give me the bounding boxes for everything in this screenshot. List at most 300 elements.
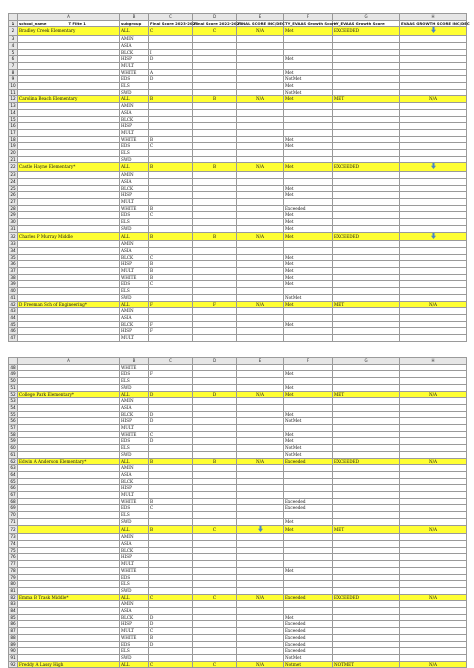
cell-final-inc[interactable] [237,567,284,574]
row-number[interactable]: 65 [10,478,16,484]
cell-school-name[interactable] [18,465,120,472]
cell-final-2024[interactable] [149,512,193,519]
row-number[interactable]: 22 [9,163,18,172]
cell-ly-growth[interactable]: EXCEEDED [333,232,400,241]
cell-growth-inc[interactable] [400,241,467,248]
column-header[interactable]: D [193,14,237,21]
cell-final-inc[interactable] [237,143,284,150]
cell-final-inc[interactable] [237,628,284,635]
cell-growth-inc[interactable] [400,567,467,574]
cell-subgroup[interactable]: ASIA [120,247,149,254]
cell-growth-inc[interactable] [400,641,467,648]
cell-school-name[interactable] [18,281,120,288]
select-all-corner[interactable] [9,14,18,21]
cell-final-2023[interactable] [193,281,237,288]
cell-final-2023[interactable]: B [193,96,237,103]
cell-final-2023[interactable] [193,198,237,205]
cell-final-2024[interactable]: D [149,411,193,418]
cell-final-2023[interactable] [193,641,237,648]
cell-growth-inc[interactable] [400,411,467,418]
cell-growth-inc[interactable] [400,261,467,268]
cell-final-2024[interactable]: B [149,232,193,241]
cell-final-inc[interactable] [237,601,284,608]
cell-final-inc[interactable] [237,485,284,492]
cell-school-name[interactable] [18,116,120,123]
cell-subgroup[interactable]: EDS [120,76,149,83]
row-number[interactable]: 68 [10,498,16,504]
cell-growth-inc[interactable] [400,384,467,391]
cell-growth-score[interactable] [284,465,333,472]
cell-growth-inc[interactable] [400,418,467,425]
cell-final-2024[interactable] [149,62,193,69]
row-number[interactable]: 54 [10,404,16,410]
cell-final-2023[interactable] [193,608,237,615]
cell-subgroup[interactable]: AMIN [120,398,149,405]
column-header[interactable]: B [120,358,149,365]
cell-final-2024[interactable] [149,554,193,561]
row-number[interactable]: 29 [10,212,16,218]
cell-final-2024[interactable] [149,492,193,499]
cell-final-inc[interactable]: N/A [237,661,284,668]
cell-school-name[interactable]: Carolina Beach Elementary [18,96,120,103]
row-number[interactable]: 79 [10,574,16,580]
cell-final-2024[interactable]: B [149,274,193,281]
cell-final-inc[interactable] [237,648,284,655]
cell-final-2024[interactable] [149,581,193,588]
cell-growth-score[interactable] [284,608,333,615]
cell-final-inc[interactable] [237,384,284,391]
cell-school-name[interactable] [18,554,120,561]
cell-growth-inc[interactable]: N/A [400,96,467,103]
cell-final-2023[interactable] [193,364,237,371]
cell-ly-growth[interactable] [333,431,400,438]
cell-final-2023[interactable] [193,492,237,499]
cell-final-2024[interactable] [149,608,193,615]
cell-growth-score[interactable]: Met [284,219,333,226]
cell-final-2023[interactable] [193,498,237,505]
cell-growth-inc[interactable] [400,654,467,661]
cell-final-inc[interactable] [237,534,284,541]
cell-ly-growth[interactable] [333,567,400,574]
cell-final-2024[interactable]: F [149,328,193,335]
cell-final-inc[interactable] [237,445,284,452]
cell-final-inc[interactable] [237,378,284,385]
cell-school-name[interactable] [18,172,120,179]
cell-school-name[interactable]: Charles P Murray Middle [18,232,120,241]
row-number[interactable]: 69 [10,505,16,511]
cell-growth-inc[interactable] [400,129,467,136]
cell-subgroup[interactable]: ELS [120,581,149,588]
column-header[interactable]: F [284,358,333,365]
cell-final-inc[interactable] [237,328,284,335]
cell-growth-score[interactable] [284,471,333,478]
cell-ly-growth[interactable] [333,438,400,445]
cell-final-inc[interactable] [237,540,284,547]
cell-final-inc[interactable] [237,42,284,49]
cell-ly-growth[interactable] [333,172,400,179]
cell-final-2024[interactable] [149,601,193,608]
cell-growth-score[interactable] [284,123,333,130]
cell-growth-score[interactable]: Exceeded [284,205,333,212]
cell-growth-inc[interactable] [400,163,467,172]
cell-subgroup[interactable]: MULT [120,492,149,499]
cell-growth-inc[interactable] [400,76,467,83]
cell-ly-growth[interactable] [333,587,400,594]
cell-ly-growth[interactable] [333,335,400,342]
column-header[interactable]: G [333,14,400,21]
cell-school-name[interactable] [18,621,120,628]
cell-school-name[interactable]: Freddy A Lassy High [18,661,120,668]
cell-final-inc[interactable] [237,150,284,157]
cell-school-name[interactable] [18,471,120,478]
row-number[interactable]: 30 [10,219,16,225]
row-number[interactable]: 91 [10,654,16,660]
cell-ly-growth[interactable] [333,534,400,541]
cell-final-inc[interactable] [237,471,284,478]
cell-growth-inc[interactable] [400,634,467,641]
cell-final-inc[interactable] [237,76,284,83]
cell-growth-inc[interactable] [400,561,467,568]
cell-school-name[interactable] [18,498,120,505]
cell-school-name[interactable] [18,608,120,615]
cell-growth-score[interactable] [284,247,333,254]
cell-final-2024[interactable]: C [149,27,193,36]
cell-subgroup[interactable]: MULT [120,335,149,342]
cell-final-inc[interactable] [237,212,284,219]
cell-ly-growth[interactable] [333,518,400,525]
cell-final-2024[interactable] [149,404,193,411]
cell-growth-score[interactable]: Met [284,301,333,308]
row-number[interactable]: 42 [10,301,16,307]
cell-school-name[interactable] [18,83,120,90]
cell-school-name[interactable] [18,654,120,661]
cell-ly-growth[interactable]: EXCEEDED [333,27,400,36]
cell-final-2023[interactable] [193,567,237,574]
cell-subgroup[interactable]: SWD [120,225,149,232]
cell-growth-inc[interactable] [400,378,467,385]
cell-final-inc[interactable] [237,321,284,328]
cell-final-2024[interactable] [149,561,193,568]
cell-growth-inc[interactable] [400,471,467,478]
cell-growth-score[interactable]: Met [284,431,333,438]
cell-final-2023[interactable] [193,505,237,512]
cell-growth-score[interactable]: Exceeded [284,628,333,635]
cell-final-2023[interactable] [193,601,237,608]
cell-final-inc[interactable] [237,498,284,505]
cell-final-2023[interactable] [193,581,237,588]
cell-growth-score[interactable]: Met [284,261,333,268]
cell-final-inc[interactable] [237,62,284,69]
cell-final-inc[interactable] [237,261,284,268]
cell-final-2024[interactable]: C [149,505,193,512]
row-number[interactable]: 83 [10,601,16,607]
cell-growth-inc[interactable] [400,540,467,547]
cell-final-2024[interactable] [149,547,193,554]
cell-final-2023[interactable] [193,49,237,56]
cell-subgroup[interactable]: ALL [120,525,149,534]
row-number[interactable]: 66 [10,485,16,491]
column-header[interactable]: H [400,14,467,21]
cell-final-2024[interactable]: D [149,56,193,63]
cell-final-inc[interactable] [237,614,284,621]
cell-final-2024[interactable]: C [149,143,193,150]
cell-school-name[interactable] [18,205,120,212]
cell-subgroup[interactable]: MULT [120,425,149,432]
cell-subgroup[interactable]: EDS [120,143,149,150]
cell-subgroup[interactable]: ELS [120,219,149,226]
row-number[interactable]: 46 [10,328,16,334]
cell-school-name[interactable] [18,567,120,574]
cell-subgroup[interactable]: WHITE [120,634,149,641]
cell-growth-score[interactable]: Met [284,567,333,574]
cell-final-2024[interactable] [149,314,193,321]
cell-final-2023[interactable] [193,418,237,425]
cell-school-name[interactable] [18,185,120,192]
cell-growth-inc[interactable] [400,212,467,219]
cell-growth-inc[interactable] [400,143,467,150]
cell-final-inc[interactable]: N/A [237,163,284,172]
cell-subgroup[interactable]: EDS [120,438,149,445]
cell-growth-inc[interactable] [400,425,467,432]
cell-ly-growth[interactable] [333,49,400,56]
cell-growth-inc[interactable] [400,505,467,512]
cell-final-inc[interactable] [237,205,284,212]
cell-growth-score[interactable]: Met [284,83,333,90]
cell-subgroup[interactable]: SWD [120,384,149,391]
cell-final-2024[interactable] [149,89,193,96]
cell-final-2023[interactable] [193,512,237,519]
cell-ly-growth[interactable] [333,83,400,90]
cell-school-name[interactable] [18,136,120,143]
cell-ly-growth[interactable] [333,485,400,492]
cell-growth-inc[interactable] [400,465,467,472]
cell-growth-score[interactable]: NotMet [284,294,333,301]
cell-school-name[interactable] [18,212,120,219]
column-header[interactable]: G [333,358,400,365]
cell-growth-inc[interactable] [400,451,467,458]
cell-growth-score[interactable] [284,404,333,411]
row-number[interactable]: 20 [10,150,16,156]
row-number[interactable]: 2 [9,27,18,36]
cell-growth-inc[interactable] [400,614,467,621]
cell-school-name[interactable] [18,384,120,391]
cell-ly-growth[interactable] [333,241,400,248]
cell-final-inc[interactable] [237,492,284,499]
row-number[interactable]: 15 [10,116,16,122]
cell-ly-growth[interactable] [333,641,400,648]
cell-school-name[interactable] [18,76,120,83]
cell-final-2023[interactable] [193,150,237,157]
cell-growth-score[interactable]: Met [284,212,333,219]
cell-final-inc[interactable] [237,398,284,405]
cell-final-2024[interactable] [149,109,193,116]
cell-ly-growth[interactable] [333,261,400,268]
cell-final-2023[interactable] [193,404,237,411]
cell-final-2024[interactable] [149,225,193,232]
row-number[interactable]: 25 [10,185,16,191]
cell-growth-inc[interactable] [400,288,467,295]
cell-final-2023[interactable] [193,241,237,248]
cell-final-2023[interactable] [193,648,237,655]
cell-school-name[interactable] [18,129,120,136]
cell-ly-growth[interactable] [333,225,400,232]
cell-school-name[interactable] [18,614,120,621]
cell-school-name[interactable] [18,364,120,371]
cell-subgroup[interactable]: ALL [120,163,149,172]
cell-final-2023[interactable]: C [193,27,237,36]
cell-final-2024[interactable]: D [149,621,193,628]
column-header[interactable]: C [149,14,193,21]
cell-final-2024[interactable] [149,378,193,385]
cell-school-name[interactable] [18,192,120,199]
cell-school-name[interactable] [18,288,120,295]
cell-ly-growth[interactable] [333,288,400,295]
column-header[interactable]: D [193,358,237,365]
cell-growth-inc[interactable] [400,621,467,628]
cell-school-name[interactable]: Edwin A Anderson Elementary* [18,458,120,465]
cell-growth-score[interactable]: Met [284,274,333,281]
cell-final-2024[interactable]: B [149,261,193,268]
cell-final-2024[interactable] [149,654,193,661]
cell-school-name[interactable] [18,561,120,568]
cell-growth-inc[interactable] [400,608,467,615]
cell-ly-growth[interactable] [333,328,400,335]
row-number[interactable]: 63 [10,465,16,471]
row-number[interactable]: 52 [10,391,16,397]
cell-subgroup[interactable]: ASIA [120,540,149,547]
cell-growth-inc[interactable] [400,587,467,594]
cell-final-2023[interactable] [193,518,237,525]
row-number[interactable]: 60 [10,445,16,451]
cell-final-2023[interactable]: D [193,391,237,398]
cell-final-inc[interactable] [237,411,284,418]
cell-school-name[interactable] [18,540,120,547]
cell-final-2023[interactable] [193,574,237,581]
cell-ly-growth[interactable] [333,294,400,301]
cell-final-2023[interactable] [193,554,237,561]
row-number[interactable]: 72 [9,525,18,534]
cell-final-2024[interactable] [149,574,193,581]
cell-final-2024[interactable]: C [149,661,193,668]
cell-school-name[interactable] [18,156,120,163]
cell-growth-inc[interactable] [400,498,467,505]
cell-ly-growth[interactable] [333,378,400,385]
cell-growth-inc[interactable] [400,478,467,485]
cell-growth-inc[interactable] [400,185,467,192]
cell-school-name[interactable] [18,574,120,581]
cell-final-2024[interactable] [149,178,193,185]
cell-subgroup[interactable]: MULT [120,62,149,69]
cell-final-2023[interactable] [193,116,237,123]
cell-ly-growth[interactable]: MET [333,96,400,103]
row-number[interactable]: 80 [10,581,16,587]
cell-final-2024[interactable] [149,384,193,391]
cell-growth-score[interactable]: Met [284,391,333,398]
cell-final-2023[interactable] [193,225,237,232]
cell-ly-growth[interactable] [333,628,400,635]
cell-subgroup[interactable]: HISP [120,328,149,335]
cell-ly-growth[interactable] [333,156,400,163]
cell-growth-inc[interactable] [400,364,467,371]
cell-school-name[interactable] [18,411,120,418]
cell-ly-growth[interactable] [333,425,400,432]
cell-growth-score[interactable]: NotMet [284,445,333,452]
cell-growth-inc[interactable] [400,62,467,69]
cell-final-2024[interactable] [149,567,193,574]
row-number[interactable]: 55 [10,411,16,417]
cell-growth-inc[interactable] [400,398,467,405]
cell-growth-inc[interactable]: N/A [400,458,467,465]
cell-growth-score[interactable] [284,328,333,335]
cell-ly-growth[interactable] [333,465,400,472]
cell-final-inc[interactable] [237,156,284,163]
row-number[interactable]: 21 [10,156,16,162]
header-cell-final-inc[interactable]: FINAL SCORE INC/DEC [238,20,285,26]
cell-growth-score[interactable] [284,116,333,123]
cell-final-2024[interactable] [149,398,193,405]
cell-subgroup[interactable]: EDS [120,281,149,288]
cell-final-2023[interactable] [193,274,237,281]
cell-final-inc[interactable] [237,178,284,185]
cell-final-2024[interactable]: D [149,614,193,621]
cell-final-2023[interactable] [193,109,237,116]
cell-subgroup[interactable]: HISP [120,485,149,492]
cell-final-2024[interactable] [149,241,193,248]
cell-growth-inc[interactable] [400,534,467,541]
cell-final-2023[interactable] [193,634,237,641]
cell-final-inc[interactable] [237,641,284,648]
row-number[interactable]: 16 [10,123,16,129]
cell-final-2023[interactable] [193,129,237,136]
cell-final-2023[interactable] [193,268,237,275]
cell-school-name[interactable] [18,62,120,69]
cell-subgroup[interactable]: AMIN [120,601,149,608]
cell-subgroup[interactable]: EDS [120,505,149,512]
row-number[interactable]: 35 [10,254,16,260]
cell-ly-growth[interactable] [333,281,400,288]
cell-ly-growth[interactable] [333,471,400,478]
row-number[interactable]: 75 [10,547,16,553]
cell-school-name[interactable] [18,518,120,525]
cell-growth-inc[interactable] [400,156,467,163]
cell-ly-growth[interactable] [333,581,400,588]
cell-growth-score[interactable] [284,308,333,315]
cell-subgroup[interactable]: ALL [120,458,149,465]
cell-growth-score[interactable] [284,178,333,185]
cell-final-2024[interactable] [149,116,193,123]
cell-final-inc[interactable] [237,438,284,445]
cell-final-2023[interactable] [193,445,237,452]
row-number[interactable]: 82 [10,594,16,600]
row-number[interactable]: 70 [10,512,16,518]
row-number[interactable]: 85 [10,614,16,620]
cell-subgroup[interactable]: HISP [120,261,149,268]
cell-subgroup[interactable]: BLCK [120,254,149,261]
cell-ly-growth[interactable] [333,540,400,547]
cell-final-2024[interactable] [149,192,193,199]
cell-growth-score[interactable] [284,314,333,321]
cell-subgroup[interactable]: BLCK [120,321,149,328]
row-number[interactable]: 86 [10,621,16,627]
cell-school-name[interactable] [18,308,120,315]
cell-final-inc[interactable] [237,247,284,254]
cell-growth-score[interactable]: Met [284,163,333,172]
cell-growth-inc[interactable] [400,512,467,519]
header-cell-subgroup[interactable]: subgroup [120,20,149,27]
cell-growth-score[interactable] [284,288,333,295]
cell-school-name[interactable] [18,241,120,248]
cell-growth-score[interactable] [284,156,333,163]
